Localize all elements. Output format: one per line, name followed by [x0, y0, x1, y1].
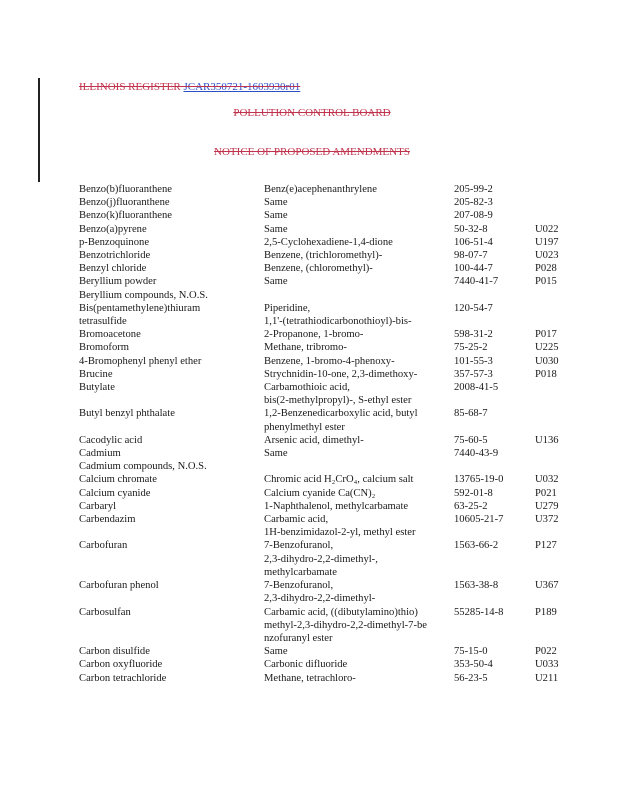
chemical-name-line: tetrasulfide	[79, 316, 127, 328]
chemical-synonym	[264, 434, 454, 447]
cas-number: 55285-14-8	[454, 606, 504, 618]
chemical-synonym	[264, 407, 454, 433]
chemical-synonym	[264, 381, 454, 407]
table-row	[79, 645, 575, 658]
chemical-synonym-line: Carbonic difluoride	[264, 659, 348, 671]
cas-number: 106-51-4	[454, 236, 493, 248]
chemical-name-line: Carbendazim	[79, 514, 136, 526]
waste-code: P018	[535, 368, 557, 380]
chemical-name	[79, 539, 264, 579]
chemical-name-line: Butylate	[79, 382, 115, 394]
chemical-synonym-line: Same	[264, 197, 288, 209]
chemical-name-line: Calcium cyanide	[79, 487, 151, 499]
table-row	[79, 606, 575, 646]
chemical-name	[79, 579, 264, 605]
chemical-name-line: 4-Bromophenyl phenyl ether	[79, 355, 202, 367]
chemical-synonym-line: Benz(e)acephenanthrylene	[264, 184, 377, 195]
table-row	[79, 355, 575, 368]
cas-number: 120-54-7	[454, 302, 493, 314]
table-row	[79, 447, 575, 460]
chemical-name	[79, 513, 264, 539]
chemical-name	[79, 275, 264, 288]
chemical-synonym-line: 2,3-dihydro-2,2-dimethyl-	[264, 593, 376, 605]
waste-code	[535, 209, 575, 222]
chemical-name	[79, 236, 264, 249]
chemical-synonym	[264, 460, 454, 473]
waste-code: P017	[535, 329, 557, 341]
chemical-synonym-line: Same	[264, 223, 288, 235]
chemical-name-line: Carbon oxyfluoride	[79, 659, 163, 671]
waste-code: U023	[535, 250, 559, 262]
chemical-synonym	[264, 328, 454, 341]
table-row	[79, 223, 575, 236]
chemical-name-line: Brucine	[79, 368, 113, 380]
chemical-synonym	[264, 236, 454, 249]
chemical-synonym-line: Same	[264, 276, 288, 288]
table-row	[79, 487, 575, 500]
waste-code: U211	[535, 672, 559, 684]
cas-number: 85-68-7	[454, 408, 488, 420]
table-row	[79, 368, 575, 381]
register-header	[79, 81, 300, 93]
table-row	[79, 579, 575, 605]
cas-number: 75-25-2	[454, 342, 488, 354]
chemical-name	[79, 407, 264, 433]
chemical-synonym	[264, 341, 454, 354]
table-row	[79, 302, 575, 328]
table-row	[79, 196, 575, 209]
waste-code: U367	[535, 580, 559, 592]
chemical-synonym-line: Chromic acid H₂CrO₄, calcium salt	[264, 474, 414, 486]
waste-code	[535, 407, 575, 433]
waste-code: U225	[535, 342, 559, 354]
table-row	[79, 209, 575, 222]
waste-code	[535, 447, 575, 460]
chemical-synonym-line: 1,1'-(tetrathiodicarbonothioyl)-bis-	[264, 316, 412, 328]
waste-code: U022	[535, 223, 559, 235]
cas-number: 592-01-8	[454, 487, 493, 499]
table-row	[79, 249, 575, 262]
register-inserted-text: JCAR350721-1603930r01	[183, 81, 301, 93]
chemical-synonym	[264, 672, 454, 685]
chemical-name	[79, 447, 264, 460]
cas-number: 2008-41-5	[454, 382, 499, 394]
table-row	[79, 539, 575, 579]
chemical-synonym	[264, 447, 454, 460]
notice-header: NOTICE OF PROPOSED AMENDMENTS	[214, 146, 410, 158]
table-row	[79, 500, 575, 513]
chemical-synonym-line: 7-Benzofuranol,	[264, 580, 334, 592]
table-row	[79, 262, 575, 275]
revision-bar	[38, 78, 40, 182]
chemical-synonym	[264, 262, 454, 275]
chemical-name-line: Benzo(b)fluoranthene	[79, 184, 172, 195]
chemical-synonym-line: Strychnidin-10-one, 2,3-dimethoxy-	[264, 368, 418, 380]
waste-code: U136	[535, 434, 559, 446]
chemical-synonym	[264, 209, 454, 222]
chemical-name-line: Carbofuran	[79, 540, 128, 552]
chemical-synonym-line: Carbamic acid, ((dibutylamino)thio)	[264, 606, 418, 618]
chemical-synonym	[264, 249, 454, 262]
chemical-synonym	[264, 500, 454, 513]
chemical-synonym	[264, 183, 454, 196]
chemical-synonym-line: Methane, tribromo-	[264, 342, 347, 354]
chemical-synonym	[264, 368, 454, 381]
chemical-synonym	[264, 645, 454, 658]
cas-number: 353-50-4	[454, 659, 493, 671]
chemical-name-line: Carbosulfan	[79, 606, 131, 618]
chemical-name	[79, 183, 264, 196]
chemical-synonym-line: methyl-2,3-dihydro-2,2-dimethyl-7-be	[264, 619, 427, 631]
chemical-name	[79, 645, 264, 658]
chemical-synonym	[264, 223, 454, 236]
table-row	[79, 513, 575, 539]
chemical-name	[79, 223, 264, 236]
cas-number: 207-08-9	[454, 210, 493, 222]
chemical-name	[79, 434, 264, 447]
waste-code: U032	[535, 474, 559, 486]
chemical-name	[79, 289, 264, 302]
table-row	[79, 236, 575, 249]
waste-code: P021	[535, 487, 557, 499]
table-row	[79, 658, 575, 671]
chemical-name-line: Cadmium	[79, 448, 121, 460]
cas-number: 13765-19-0	[454, 474, 504, 486]
chemical-synonym	[264, 302, 454, 328]
chemical-name-line: Carbofuran phenol	[79, 580, 159, 592]
chemical-synonym-line: 2-Propanone, 1-bromo-	[264, 329, 364, 341]
chemical-synonym	[264, 355, 454, 368]
waste-code	[535, 289, 575, 302]
chemical-name	[79, 658, 264, 671]
waste-code: U197	[535, 236, 559, 248]
cas-number: 101-55-3	[454, 355, 493, 367]
chemical-name	[79, 460, 264, 473]
chemical-synonym	[264, 579, 454, 605]
chemical-synonym-line: 7-Benzofuranol,	[264, 540, 334, 552]
waste-code: P028	[535, 263, 557, 275]
chemical-synonym	[264, 196, 454, 209]
chemical-synonym-line: 1,2-Benzenedicarboxylic acid, butyl	[264, 408, 418, 420]
waste-code	[535, 302, 575, 328]
chemical-name-line: Benzotrichloride	[79, 250, 151, 262]
chemical-name-line: Bis(pentamethylene)thiuram	[79, 302, 201, 314]
chemical-name-line: Beryllium powder	[79, 276, 157, 288]
chemical-name	[79, 368, 264, 381]
chemical-synonym-line: Same	[264, 210, 288, 222]
chemical-table-body	[79, 183, 575, 685]
waste-code: U279	[535, 500, 559, 512]
chemical-name-line: Carbaryl	[79, 500, 117, 512]
cas-number	[454, 460, 535, 473]
cas-number: 98-07-7	[454, 250, 488, 262]
cas-number: 205-82-3	[454, 197, 493, 209]
waste-code: U372	[535, 514, 559, 526]
chemical-name-line: Bromoform	[79, 342, 130, 354]
cas-number: 63-25-2	[454, 500, 488, 512]
chemical-name-line: Beryllium compounds, N.O.S.	[79, 289, 208, 301]
chemical-name-line: Cadmium compounds, N.O.S.	[79, 461, 207, 473]
chemical-synonym	[264, 487, 454, 500]
chemical-name-line: Benzo(a)pyrene	[79, 223, 147, 235]
cas-number: 10605-21-7	[454, 514, 504, 526]
cas-number: 598-31-2	[454, 329, 493, 341]
chemical-synonym-line: Same	[264, 448, 288, 460]
chemical-synonym-line: Benzene, (trichloromethyl)-	[264, 250, 383, 262]
chemical-name-line: Benzyl chloride	[79, 263, 147, 275]
chemical-synonym-line: Benzene, (chloromethyl)-	[264, 263, 373, 275]
cas-number: 56-23-5	[454, 672, 488, 684]
chemical-synonym-line: Same	[264, 646, 288, 658]
chemical-synonym-line: 1H-benzimidazol-2-yl, methyl ester	[264, 527, 416, 539]
chemical-synonym	[264, 473, 454, 486]
chemical-synonym	[264, 539, 454, 579]
chemical-synonym-line: Methane, tetrachloro-	[264, 672, 356, 684]
chemical-synonym-line: 2,3-dihydro-2,2-dimethyl-,	[264, 553, 378, 565]
chemical-table	[79, 183, 575, 685]
chemical-synonym	[264, 289, 454, 302]
cas-number: 7440-43-9	[454, 448, 499, 460]
cas-number: 1563-66-2	[454, 540, 499, 552]
chemical-synonym-line: Benzene, 1-bromo-4-phenoxy-	[264, 355, 395, 367]
chemical-synonym-line: Carbamic acid,	[264, 514, 329, 526]
chemical-synonym-line: nzofuranyl ester	[264, 632, 333, 644]
chemical-synonym	[264, 658, 454, 671]
chemical-name-line: Carbon disulfide	[79, 646, 150, 658]
table-row	[79, 672, 575, 685]
table-row	[79, 289, 575, 302]
chemical-name	[79, 487, 264, 500]
chemical-synonym-line: 2,5-Cyclohexadiene-1,4-dione	[264, 236, 393, 248]
table-row	[79, 328, 575, 341]
board-header: POLLUTION CONTROL BOARD	[233, 107, 391, 119]
waste-code: P022	[535, 646, 557, 658]
chemical-synonym-line: Arsenic acid, dimethyl-	[264, 434, 364, 446]
chemical-name-line: Benzo(j)fluoranthene	[79, 197, 170, 209]
chemical-name	[79, 209, 264, 222]
waste-code	[535, 381, 575, 407]
chemical-name-line: Benzo(k)fluoranthene	[79, 210, 172, 222]
cas-number: 50-32-8	[454, 223, 488, 235]
chemical-synonym-line: 1-Naphthalenol, methylcarbamate	[264, 500, 409, 512]
cas-number	[454, 289, 535, 302]
chemical-name	[79, 381, 264, 407]
waste-code: P189	[535, 606, 557, 618]
chemical-synonym-line: methylcarbamate	[264, 566, 337, 578]
waste-code: P127	[535, 540, 557, 552]
chemical-synonym-line: Piperidine,	[264, 302, 311, 314]
table-row	[79, 381, 575, 407]
chemical-name-line: p-Benzoquinone	[79, 236, 150, 248]
chemical-synonym-line: phenylmethyl ester	[264, 421, 345, 433]
chemical-name	[79, 328, 264, 341]
waste-code	[535, 196, 575, 209]
chemical-name	[79, 262, 264, 275]
waste-code	[535, 183, 575, 196]
chemical-name-line: Cacodylic acid	[79, 434, 143, 446]
table-row	[79, 434, 575, 447]
chemical-name	[79, 473, 264, 486]
cas-number: 75-15-0	[454, 646, 488, 658]
register-deleted-text: ILLINOIS REGISTER	[79, 81, 184, 93]
cas-number: 100-44-7	[454, 263, 493, 275]
table-row	[79, 407, 575, 433]
waste-code: P015	[535, 276, 557, 288]
chemical-name	[79, 606, 264, 646]
table-row	[79, 460, 575, 473]
waste-code	[535, 460, 575, 473]
table-row	[79, 183, 575, 196]
waste-code: U030	[535, 355, 559, 367]
waste-code: U033	[535, 659, 559, 671]
chemical-synonym-line: Calcium cyanide Ca(CN)₂	[264, 487, 376, 499]
table-row	[79, 473, 575, 486]
cas-number: 7440-41-7	[454, 276, 499, 288]
chemical-name	[79, 341, 264, 354]
chemical-name	[79, 355, 264, 368]
chemical-name	[79, 196, 264, 209]
chemical-name	[79, 672, 264, 685]
chemical-name-line: Butyl benzyl phthalate	[79, 408, 175, 420]
cas-number: 1563-38-8	[454, 580, 499, 592]
chemical-name	[79, 249, 264, 262]
chemical-synonym-line: bis(2-methylpropyl)-, S-ethyl ester	[264, 395, 412, 407]
chemical-name	[79, 302, 264, 328]
chemical-name-line: Calcium chromate	[79, 474, 157, 486]
cas-number: 205-99-2	[454, 184, 493, 195]
chemical-synonym	[264, 275, 454, 288]
cas-number: 75-60-5	[454, 434, 488, 446]
chemical-name-line: Carbon tetrachloride	[79, 672, 167, 684]
chemical-name	[79, 500, 264, 513]
table-row	[79, 275, 575, 288]
chemical-name-line: Bromoacetone	[79, 329, 141, 341]
chemical-synonym-line: Carbamothioic acid,	[264, 382, 350, 394]
cas-number: 357-57-3	[454, 368, 493, 380]
chemical-synonym	[264, 513, 454, 539]
table-row	[79, 341, 575, 354]
chemical-synonym	[264, 606, 454, 646]
